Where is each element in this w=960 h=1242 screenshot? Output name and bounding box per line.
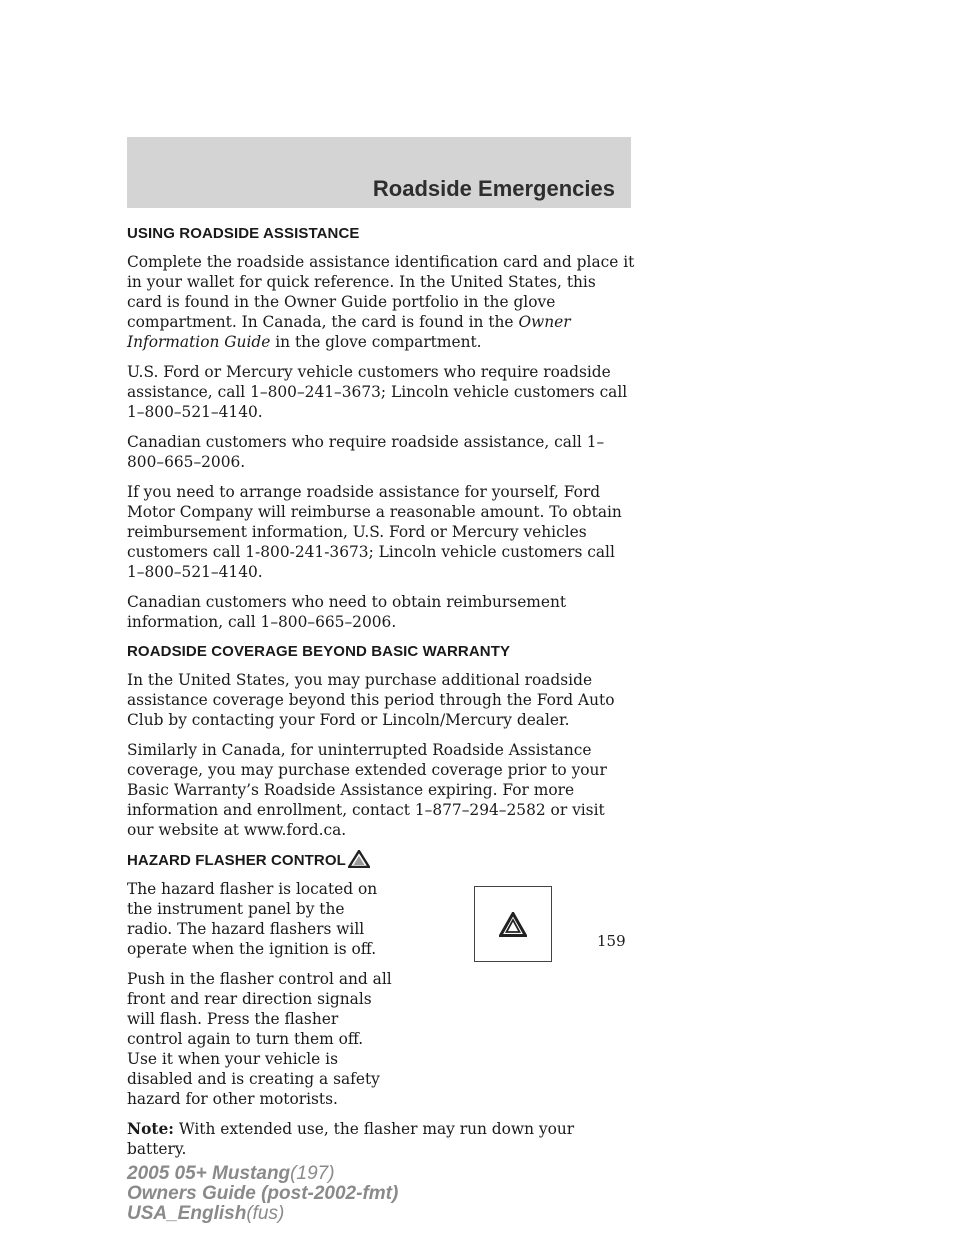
footer-model: 2005 05+ Mustang — [127, 1163, 291, 1184]
page-content — [127, 218, 635, 1169]
footer-language: USA_English — [127, 1203, 247, 1224]
document-footer — [127, 1164, 398, 1224]
paragraph: The hazard flasher is located on the instrument panel by the radio. The hazard flashers will operate when the ignition is off. — [127, 880, 378, 958]
paragraph: Canadian customers who need to obtain reimbursement information, call 1–800–665–2006. — [127, 593, 567, 631]
hazard-button-illustration — [474, 886, 552, 962]
footer-code: (197) — [290, 1163, 335, 1184]
note-text: With extended use, the flasher may run down your battery. — [127, 1120, 575, 1158]
heading-text: HAZARD FLASHER CONTROL — [127, 852, 346, 869]
heading-roadside-coverage: ROADSIDE COVERAGE BEYOND BASIC WARRANTY — [127, 643, 511, 660]
page-number: 159 — [597, 932, 626, 950]
paragraph: In the United States, you may purchase additional roadside assistance coverage beyond this period through the Ford Auto Club by contacting your Ford or Lincoln/Mercury dealer. — [127, 671, 615, 729]
paragraph-text: in the glove compartment. — [270, 333, 482, 351]
hazard-triangle-icon — [499, 912, 527, 937]
paragraph: Canadian customers who require roadside assistance, call 1–800–665–2006. — [127, 433, 605, 471]
hazard-triangle-icon — [348, 850, 370, 868]
paragraph-text: Complete the roadside assistance identification card and place it in your wallet for quick reference. In the United States, this card is found in the Owner Guide portfolio in the glove compartment. In Canada, the card is found in the — [127, 253, 635, 331]
section-title: Roadside Emergencies — [372, 176, 615, 201]
paragraph: If you need to arrange roadside assistance for yourself, Ford Motor Company will reimburse a reasonable amount. To obtain reimbursement information, U.S. Ford or Mercury vehicles customers call 1-800-241-3673; Lincoln vehicle customers call 1–800–521–4140. — [127, 483, 622, 581]
footer-guide: Owners Guide (post-2002-fmt) — [127, 1183, 399, 1204]
note-paragraph — [127, 1119, 635, 1159]
heading-hazard-flasher — [127, 850, 635, 871]
paragraph — [127, 252, 635, 352]
paragraph — [127, 969, 635, 1109]
guide-title: Owner Information Guide — [127, 313, 571, 351]
paragraph-text: Push in the flasher control and all front and rear direction signals will flash. Press the flasher control again to turn them off. Use it when your vehicle is disabled and is creating a safety hazard for other motorists. — [127, 970, 392, 1108]
footer-lang-code: (fus) — [246, 1203, 285, 1224]
section-header-band — [127, 137, 631, 208]
paragraph: Similarly in Canada, for uninterrupted Roadside Assistance coverage, you may purchase extended coverage prior to your Basic Warranty’s Roadside Assistance expiring. For more information and enrollment, contact 1–877–294–2582 or visit our website at www.ford.ca. — [127, 741, 607, 839]
note-label: Note: — [127, 1120, 174, 1138]
paragraph: U.S. Ford or Mercury vehicle customers who require roadside assistance, call 1–800–241–3673; Lincoln vehicle customers call 1–800–521–4140. — [127, 363, 628, 421]
hazard-section — [127, 850, 635, 1159]
heading-using-roadside-assistance: USING ROADSIDE ASSISTANCE — [127, 225, 360, 242]
